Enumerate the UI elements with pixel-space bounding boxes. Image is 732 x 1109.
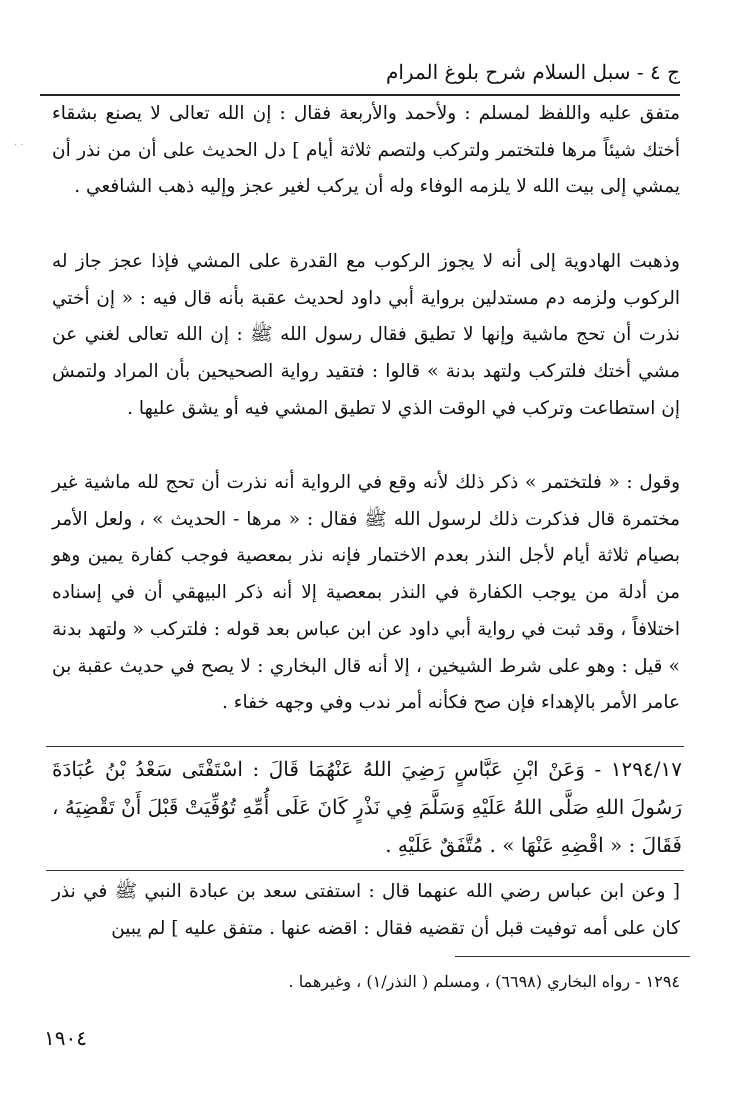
footnote-rule xyxy=(455,956,690,957)
running-header-title: ج ٤ - سبل السلام شرح بلوغ المرام xyxy=(385,60,680,84)
hadith-1294: ١٢٩٤/١٧ - وَعَنْ ابْنِ عَبَّاسٍ رَضِيَ اللهُ عَنْهُمَا قَالَ : اسْتَفْتَى سَعْدُ بْنُ عُبَادَةَ رَسُولَ اللهِ صَلَّى اللهُ عَلَيْهِ وَسَلَّمَ فِي نَذْرٍ كَانَ عَلَى أُمِّهِ تُوُفِّيَتْ قَبْلَ أَنْ تَقْضِيَهُ ، فَقَالَ : « اقْضِهِ عَنْهَا » . مُتَّفَقٌ عَلَيْهِ . xyxy=(52,757,682,857)
margin-mark: · · xyxy=(14,140,24,151)
paragraph-1: متفق عليه واللفظ لمسلم : ولأحمد والأربعة فقال : إن الله تعالى لا يصنع بشقاء أختك شيئاً مرها فلتختمر ولتركب ولتصم ثلاثة أيام ] دل الحديث على أن من نذر أن يمشي إلى بيت الله لا يلزمه الوفاء وله أن يركب لغير عجز وإليه ذهب الشافعي . xyxy=(52,103,680,198)
section-divider-bottom xyxy=(46,870,684,871)
running-header xyxy=(40,50,680,96)
paragraph-2: وذهبت الهادوية إلى أنه لا يجوز الركوب مع القدرة على المشي فإذا عجز جاز له الركوب ولزمه دم مستدلين برواية أبي داود لحديث عقبة بأنه قال فيه : « إن أختي نذرت أن تحج ماشية وإنها لا تطيق فقال رسول الله ﷺ : إن الله تعالى لغني عن مشي أختك فلتركب ولتهد بدنة » قالوا : فتقيد رواية الصحيحين بأن المراد ولتمش إن استطاعت وتركب في الوقت الذي لا تطيق المشي فيه أو يشق عليها . xyxy=(52,251,680,419)
paragraph-commentary: [ وعن ابن عباس رضي الله عنهما قال : استفتى سعد بن عبادة النبي ﷺ في نذر كان على أمه توفيت قبل أن تقضيه فقال : اقضه عنها . متفق عليه ] لم يبين xyxy=(52,881,680,939)
paragraph-3: وقول : « فلتختمر » ذكر ذلك لأنه وقع في الرواية أنه نذرت أن تحج لله ماشية غير مختمرة قال فذكرت ذلك لرسول الله ﷺ فقال : « مرها - الحديث » ، ولعل الأمر بصيام ثلاثة أيام لأجل النذر بعدم الاختمار فإنه نذر بمعصية فوجب كفارة يمين وهو من أدلة من يوجب الكفارة في النذر بمعصية إلا أنه ذكر البيهقي أن في إسناده اختلافاً ، وقد ثبت في رواية أبي داود عن ابن عباس بعد قوله : فلتركب « ولتهد بدنة » قيل : وهو على شرط الشيخين ، إلا أنه قال البخاري : لا يصح في حديث عقبة بن عامر الأمر بالإهداء فإن صح فكأنه أمر ندب وفي وجهه خفاء . xyxy=(52,472,680,714)
section-divider-top xyxy=(46,746,684,747)
page-number: ١٩٠٤ xyxy=(44,1026,87,1050)
footnote: ١٢٩٤ - رواه البخاري (٦٦٩٨) ، ومسلم ( النذر/١) ، وغيرهما . xyxy=(288,972,680,991)
